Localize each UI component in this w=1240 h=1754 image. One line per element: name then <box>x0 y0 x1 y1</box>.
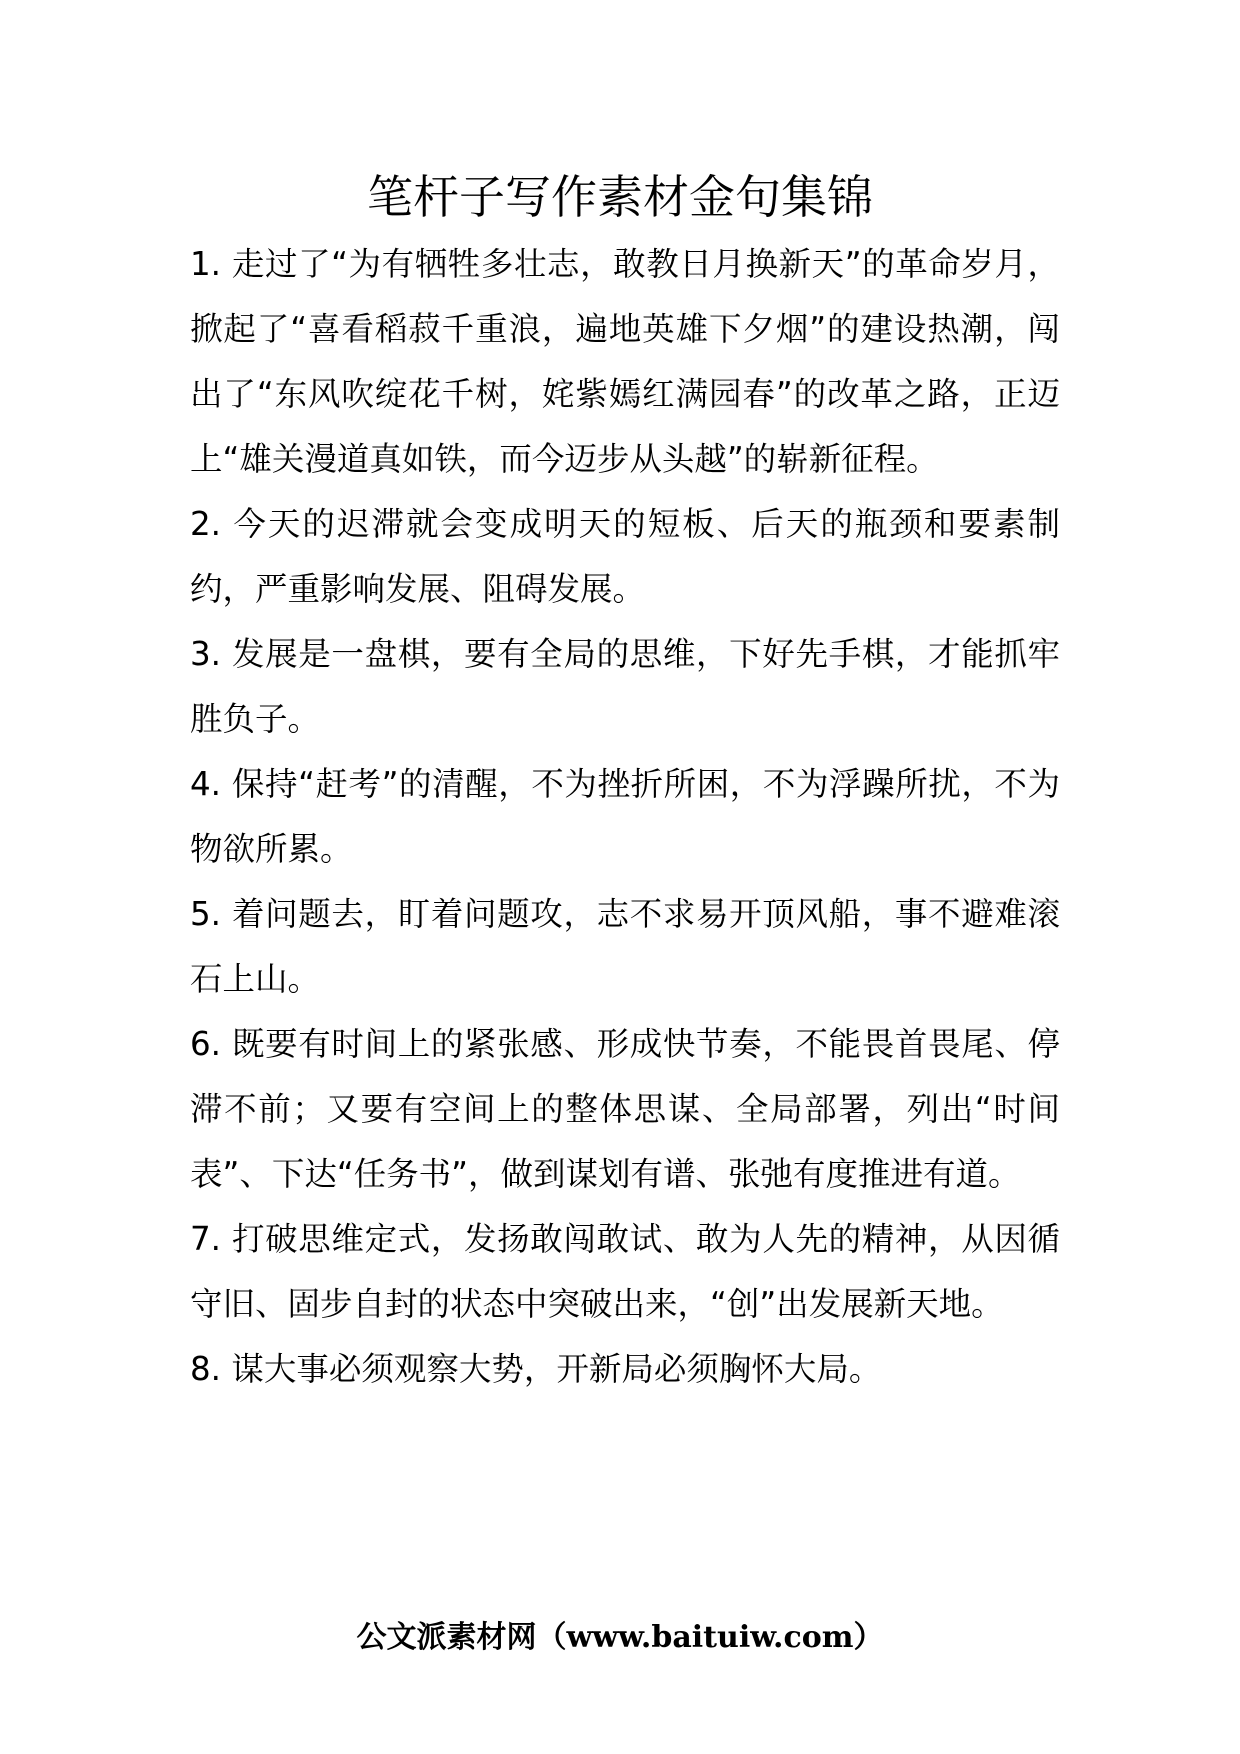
paragraph-2: 2. 今天的迟滞就会变成明天的短板、后天的瓶颈和要素制约，严重影响发展、阻碍发展。 <box>190 505 1060 608</box>
paragraph-8: 8. 谋大事必须观察大势，开新局必须胸怀大局。 <box>190 1350 882 1388</box>
footer-source: 公文派素材网（www.baituiw.com） <box>356 1620 884 1655</box>
paragraph-5: 5. 着问题去，盯着问题攻，志不求易开顶风船，事不避难滚石上山。 <box>190 895 1060 998</box>
paragraph-4: 4. 保持“赶考”的清醒，不为挫折所困，不为浮躁所扰，不为物欲所累。 <box>190 765 1060 868</box>
paragraph-7: 7. 打破思维定式，发扬敢闯敢试、敢为人先的精神，从因循守旧、固步自封的状态中突破出来，“创”出发展新天地。 <box>190 1220 1060 1323</box>
paragraph-6: 6. 既要有时间上的紧张感、形成快节奏，不能畏首畏尾、停滞不前；又要有空间上的整体思谋、全局部署，列出“时间表”、下达“任务书”，做到谋划有谱、张弛有度推进有道。 <box>190 1025 1060 1193</box>
paragraph-3: 3. 发展是一盘棋，要有全局的思维，下好先手棋，才能抓牢胜负子。 <box>190 635 1060 738</box>
document-body <box>190 232 1060 1402</box>
document-title: 笔杆子写作素材金句集锦 <box>367 170 873 224</box>
paragraph-1: 1. 走过了“为有牺牲多壮志，敢教日月换新天”的革命岁月，掀起了“喜看稻菽千重浪，遍地英雄下夕烟”的建设热潮，闯出了“东风吹绽花千树，姹紫嫣红满园春”的改革之路，正迈上“雄关漫道真如铁，而今迈步从头越”的崭新征程。 <box>190 245 1060 478</box>
